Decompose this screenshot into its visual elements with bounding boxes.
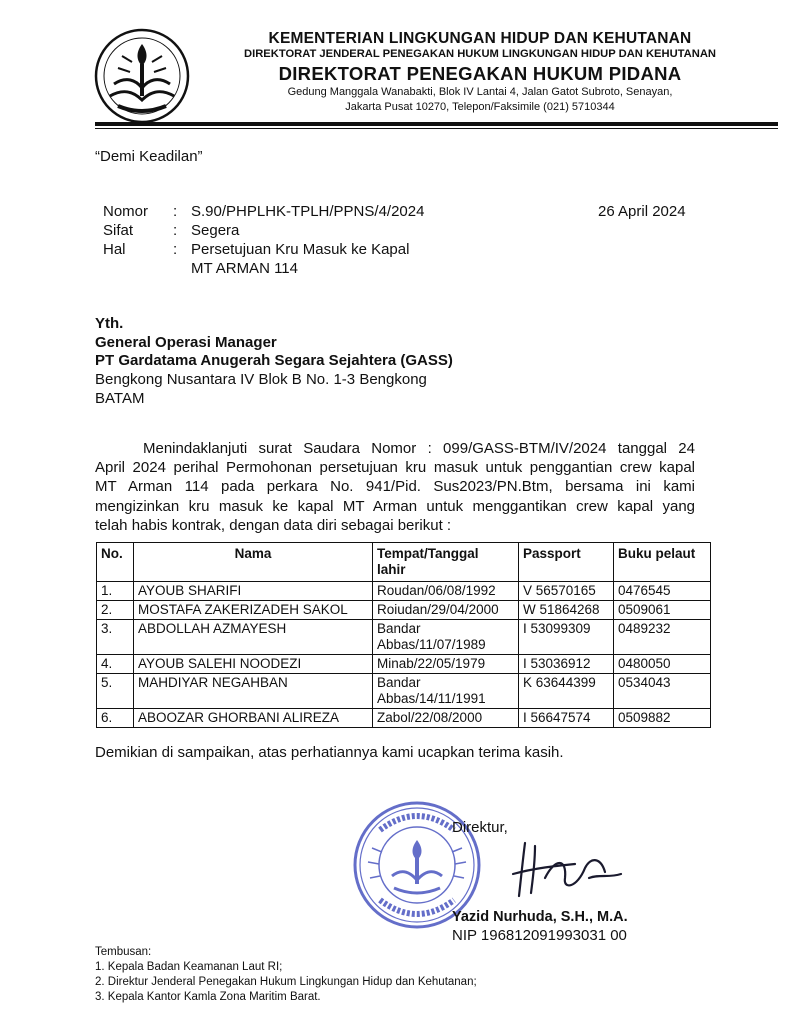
table-row <box>97 674 711 709</box>
cc-item: 2. Direktur Jenderal Penegakan Hukum Lingkungan Hidup dan Kehutanan; <box>95 976 477 988</box>
cell-ttl-line2: Abbas/14/11/1991 <box>377 691 486 706</box>
table-row <box>97 709 711 728</box>
cc-item: 3. Kepala Kantor Kamla Zona Maritim Barat. <box>95 991 321 1003</box>
cell-nama: AYOUB SHARIFI <box>134 582 373 601</box>
cell-ttl-line2: Abbas/11/07/1989 <box>377 637 486 652</box>
letterhead-ministry: KEMENTERIAN LINGKUNGAN HIDUP DAN KEHUTANAN <box>268 30 692 47</box>
cell-passport: V 56570165 <box>519 582 614 601</box>
cell-nama: MOSTAFA ZAKERIZADEH SAKOL <box>134 601 373 620</box>
motto: “Demi Keadilan” <box>95 148 203 165</box>
cell-no: 1. <box>97 582 134 601</box>
sifat-separator: : <box>173 222 178 239</box>
nomor-separator: : <box>173 203 178 220</box>
table-row <box>97 601 711 620</box>
recipient-address: Bengkong Nusantara IV Blok B No. 1-3 Bengkong <box>95 371 427 388</box>
cell-buku: 0489232 <box>614 620 711 655</box>
cell-nama: MAHDIYAR NEGAHBAN <box>134 674 373 709</box>
header-ttl-line2: lahir <box>377 562 406 577</box>
table-header-row <box>97 543 711 582</box>
cell-nama: AYOUB SALEHI NOODEZI <box>134 655 373 674</box>
nomor-value: S.90/PHPLHK-TPLH/PPNS/4/2024 <box>191 203 425 220</box>
cell-no: 4. <box>97 655 134 674</box>
cc-item: 1. Kepala Badan Keamanan Laut RI; <box>95 961 283 973</box>
letterhead-directorate-general: DIREKTORAT JENDERAL PENEGAKAN HUKUM LINGKUNGAN HIDUP DAN KEHUTANAN <box>244 48 716 60</box>
letterhead-divider-thick <box>95 122 778 126</box>
signer-position: Direktur, <box>452 819 508 836</box>
cell-buku: 0509061 <box>614 601 711 620</box>
table-row <box>97 582 711 601</box>
header-no: No. <box>97 543 134 582</box>
handwritten-signature <box>505 838 625 898</box>
cell-ttl-line1: Bandar <box>377 675 421 690</box>
crew-table <box>96 542 711 728</box>
closing-sentence: Demikian di sampaikan, atas perhatiannya kami ucapkan terima kasih. <box>95 744 564 761</box>
cell-ttl <box>373 620 519 655</box>
body-line: mengizinkan kru masuk ke kapal MT Arman untuk menggantikan crew kapal yang <box>95 497 695 515</box>
letterhead-divider-thin <box>95 128 778 129</box>
table-row <box>97 655 711 674</box>
recipient-city: BATAM <box>95 390 145 407</box>
letterhead-address-line1: Gedung Manggala Wanabakti, Blok IV Lantai 4, Jalan Gatot Subroto, Senayan, <box>287 86 673 98</box>
recipient-yth: Yth. <box>95 315 124 332</box>
cell-passport: I 53036912 <box>519 655 614 674</box>
letterhead-directorate: DIREKTORAT PENEGAKAN HUKUM PIDANA <box>278 63 682 84</box>
cell-passport: K 63644399 <box>519 674 614 709</box>
cell-ttl <box>373 674 519 709</box>
body-line: telah habis kontrak, dengan data diri sebagai berikut : <box>95 516 452 534</box>
header-ttl <box>373 543 519 582</box>
cell-no: 2. <box>97 601 134 620</box>
hal-label: Hal <box>103 241 126 258</box>
cell-nama: ABDOLLAH AZMAYESH <box>134 620 373 655</box>
cell-buku: 0509882 <box>614 709 711 728</box>
recipient-company: PT Gardatama Anugerah Segara Sejahtera (GASS) <box>95 352 453 369</box>
body-line: Menindaklanjuti surat Saudara Nomor : 099/GASS-BTM/IV/2024 tanggal 24 <box>143 440 695 457</box>
cc-title: Tembusan: <box>95 946 152 958</box>
recipient-title: General Operasi Manager <box>95 334 277 351</box>
cell-ttl: Roudan/06/08/1992 <box>373 582 519 601</box>
header-buku: Buku pelaut <box>614 543 711 582</box>
letterhead-address-line2: Jakarta Pusat 10270, Telepon/Faksimile (021) 5710344 <box>345 101 615 113</box>
cell-no: 5. <box>97 674 134 709</box>
cell-ttl-line1: Bandar <box>377 621 421 636</box>
hal-value-line1: Persetujuan Kru Masuk ke Kapal <box>191 241 410 258</box>
cell-no: 3. <box>97 620 134 655</box>
hal-value-line2: MT ARMAN 114 <box>191 260 298 277</box>
header-passport: Passport <box>519 543 614 582</box>
sifat-label: Sifat <box>103 222 134 239</box>
signer-name: Yazid Nurhuda, S.H., M.A. <box>452 909 628 925</box>
body-line: MT Arman 114 pada perkara No. 941/Pid. Sus2023/PN.Btm, bersama ini kami <box>95 478 695 496</box>
nomor-label: Nomor <box>103 203 149 220</box>
header-nama: Nama <box>134 543 373 582</box>
signer-nip: NIP 196812091993031 00 <box>452 927 627 944</box>
body-paragraph <box>95 439 695 535</box>
table-row <box>97 620 711 655</box>
header-ttl-line1: Tempat/Tanggal <box>377 546 479 561</box>
cell-passport: W 51864268 <box>519 601 614 620</box>
cell-buku: 0534043 <box>614 674 711 709</box>
ministry-emblem-icon <box>92 26 192 126</box>
cell-nama: ABOOZAR GHORBANI ALIREZA <box>134 709 373 728</box>
cell-ttl: Zabol/22/08/2000 <box>373 709 519 728</box>
cell-buku: 0480050 <box>614 655 711 674</box>
cell-ttl: Minab/22/05/1979 <box>373 655 519 674</box>
body-line: April 2024 perihal Permohonan persetujuan kru masuk untuk penggantian crew kapal <box>95 459 695 477</box>
sifat-value: Segera <box>191 222 240 239</box>
cell-passport: I 56647574 <box>519 709 614 728</box>
cell-passport: I 53099309 <box>519 620 614 655</box>
cell-no: 6. <box>97 709 134 728</box>
cell-ttl: Roiudan/29/04/2000 <box>373 601 519 620</box>
letter-date: 26 April 2024 <box>598 203 686 220</box>
hal-separator: : <box>173 241 178 258</box>
cell-buku: 0476545 <box>614 582 711 601</box>
